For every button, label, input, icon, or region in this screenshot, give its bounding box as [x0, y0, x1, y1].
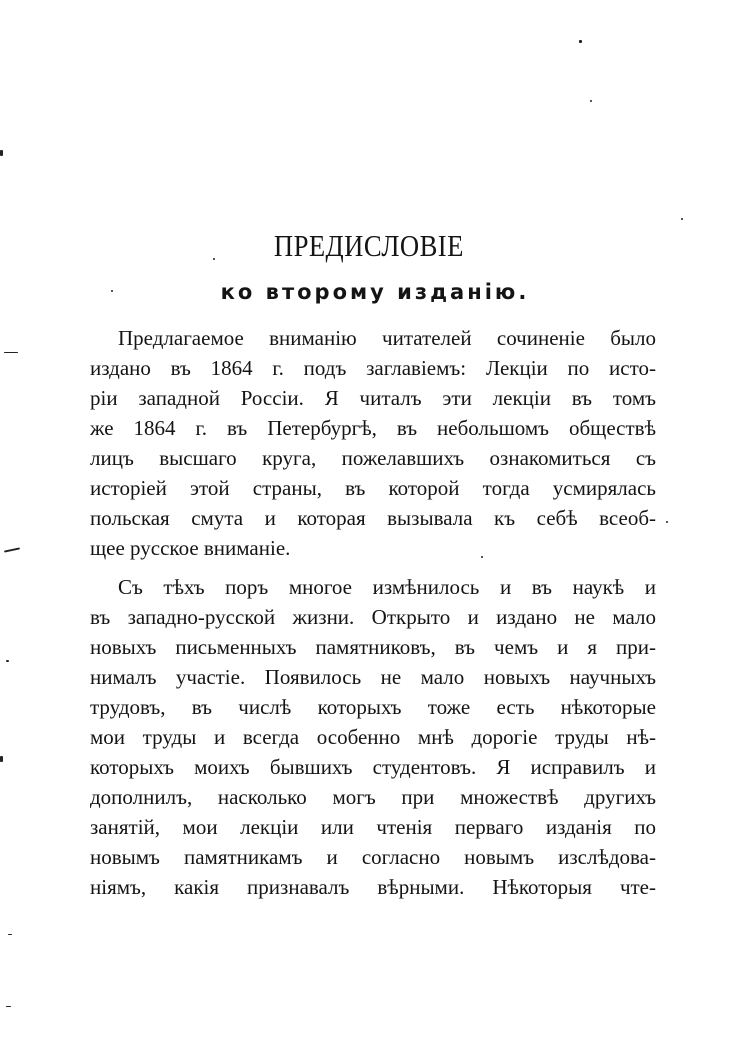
text-line: въ западно-русской жизни. Открыто и издано не мало [90, 605, 656, 629]
margin-mark [4, 352, 18, 353]
text-line: лицъ высшаго круга, пожелавшихъ ознакомиться съ [90, 446, 656, 470]
text-line: Съ тѣхъ поръ многое измѣнилось и въ наукѣ и [118, 575, 656, 599]
paragraph-1 [90, 323, 656, 563]
page-title: ПРЕДИСЛОВІЕ [273, 228, 464, 263]
text-line: же 1864 г. въ Петербургѣ, въ небольшомъ обществѣ [90, 416, 656, 440]
dust-speck [213, 258, 215, 260]
text-line: дополнилъ, насколько могъ при множествѣ другихъ [90, 785, 656, 809]
margin-mark [6, 1006, 11, 1007]
text-line: ріи западной Россіи. Я читалъ эти лекціи въ томъ [90, 386, 656, 410]
text-line: Предлагаемое вниманію читателей сочиненіе было [118, 326, 656, 350]
margin-mark [4, 547, 20, 552]
margin-mark [0, 756, 3, 762]
text-line: которыхъ моихъ бывшихъ студентовъ. Я исправилъ и [90, 755, 656, 779]
dust-speck [590, 100, 592, 102]
text-line: ніямъ, какія признавалъ вѣрными. Нѣкоторыя чте- [90, 875, 656, 899]
text-line: нималъ участіе. Появилось не мало новыхъ научныхъ [90, 665, 656, 689]
dust-speck [579, 40, 582, 43]
margin-mark [0, 150, 3, 156]
page-subtitle: ко второму изданію. [220, 280, 530, 304]
text-line: польская смута и которая вызывала къ себѣ всеоб- [90, 506, 656, 530]
text-line: исторіей этой страны, въ которой тогда усмирялась [90, 476, 656, 500]
dust-speck [681, 218, 683, 220]
dust-speck [481, 556, 483, 558]
text-line: занятій, мои лекціи или чтенія перваго изданія по [90, 815, 656, 839]
text-line: новымъ памятникамъ и согласно новымъ изслѣдова- [90, 845, 656, 869]
text-line: трудовъ, въ числѣ которыхъ тоже есть нѣкоторые [90, 695, 656, 719]
paragraph-2 [90, 572, 656, 902]
dust-speck [666, 521, 668, 523]
margin-mark [8, 934, 12, 935]
text-line: мои труды и всегда особенно мнѣ дорогіе труды нѣ- [90, 725, 656, 749]
text-line: новыхъ письменныхъ памятниковъ, въ чемъ и я при- [90, 635, 656, 659]
margin-mark [6, 660, 9, 662]
dust-speck [111, 290, 113, 292]
text-line: издано въ 1864 г. подъ заглавіемъ: Лекціи по исто- [90, 356, 656, 380]
text-line: щее русское вниманіе. [90, 536, 291, 560]
